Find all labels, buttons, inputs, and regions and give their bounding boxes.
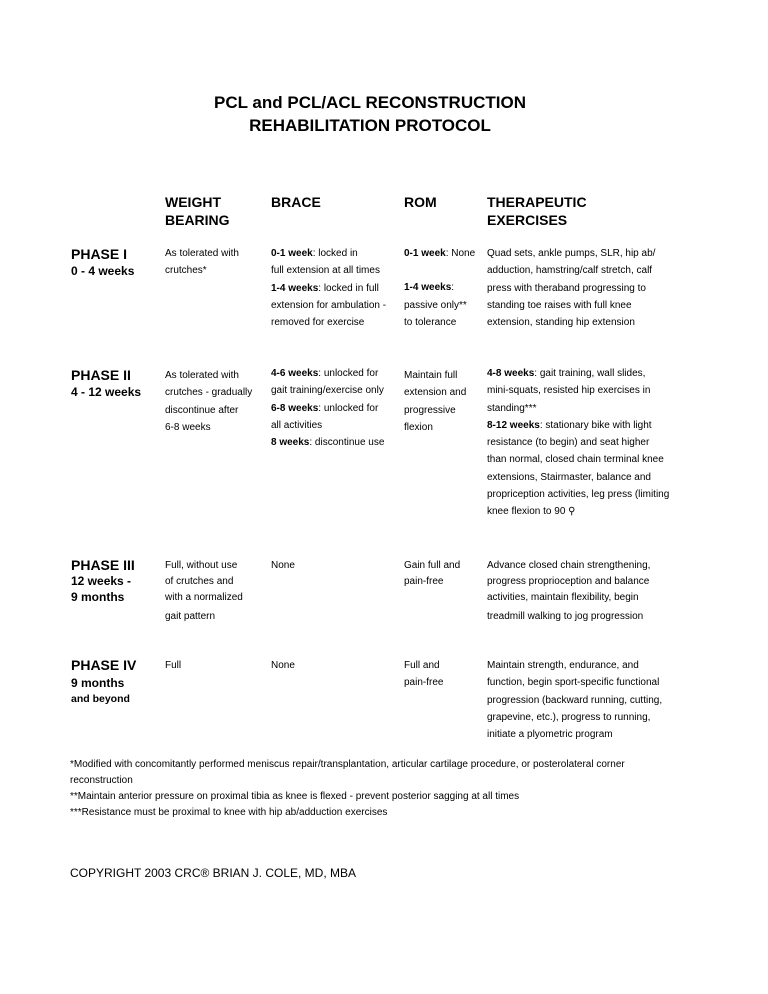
phase-2-weight-bearing: As tolerated with crutches - gradually discontinue after 6-8 weeks bbox=[165, 370, 253, 433]
column-header-therapeutic-exercises: THERAPEUTIC EXERCISES bbox=[487, 194, 587, 228]
phase-2-brace: 4-6 weeks: unlocked for gait training/exercise only 6-8 weeks: unlocked for all activities 8 weeks: discontinue use bbox=[271, 368, 385, 449]
footnote-1: *Modified with concomitantly performed meniscus repair/transplantation, articular cartilage procedure, or posterolateral corner bbox=[70, 759, 625, 770]
phase-3-weight-bearing: Full, without use of crutches and with a normalized gait pattern bbox=[165, 560, 243, 622]
phase-3-title: PHASE III bbox=[71, 557, 135, 573]
phase-2-exercises: 4-8 weeks: gait training, wall slides, mini-squats, resisted hip exercises in standing*** 8-12 weeks: stationary bike with light resistance (to begin) and seat higher than normal, closed chain terminal knee extensions, Stairmaster, balance and propriception activities, leg press (limiting knee flexion to 90 ⚲ bbox=[487, 368, 670, 518]
page-title-line-2: REHABILITATION PROTOCOL bbox=[249, 116, 491, 135]
footnote-1-continued: reconstruction bbox=[70, 775, 133, 786]
phase-3-rom: Gain full and pain-free bbox=[404, 560, 461, 587]
phase-4-brace: None bbox=[271, 660, 295, 671]
phase-4-exercises: Maintain strength, endurance, and function, begin sport-specific functional progression (backward running, cutting, grapevine, etc.), progress to running, initiate a plyometric program bbox=[487, 660, 663, 741]
phase-4-title: PHASE IV bbox=[71, 657, 137, 673]
column-header-brace: BRACE bbox=[271, 194, 321, 210]
footnote-2: **Maintain anterior pressure on proximal tibia as knee is flexed - prevent posterior sagging at all times bbox=[70, 791, 520, 802]
phase-3-exercises: Advance closed chain strengthening, progress proprioception and balance activities, maintain flexibility, begin treadmill walking to jog progression bbox=[487, 560, 651, 622]
copyright-notice: COPYRIGHT 2003 CRC® BRIAN J. COLE, MD, MBA bbox=[70, 866, 357, 880]
phase-3-range: 12 weeks - 9 months bbox=[71, 574, 132, 604]
phase-1-exercises: Quad sets, ankle pumps, SLR, hip ab/ adduction, hamstring/calf stretch, calf press with theraband progressing to standing toe raises with full knee extension, standing hip extension bbox=[487, 248, 656, 329]
footnote-3: ***Resistance must be proximal to knee with hip ab/adduction exercises bbox=[70, 807, 388, 818]
phase-1-range: 0 - 4 weeks bbox=[71, 264, 135, 278]
phase-4-weight-bearing: Full bbox=[165, 660, 182, 671]
phase-2-range: 4 - 12 weeks bbox=[71, 385, 142, 399]
phase-1-rom: 0-1 week: None 1-4 weeks: passive only** to tolerance bbox=[404, 248, 476, 328]
phase-4-rom: Full and pain-free bbox=[404, 660, 444, 689]
page-title-line-1: PCL and PCL/ACL RECONSTRUCTION bbox=[214, 93, 526, 112]
column-header-weight-bearing: WEIGHT BEARING bbox=[165, 194, 230, 228]
phase-1-weight-bearing: As tolerated with crutches* bbox=[165, 248, 239, 277]
phase-2-title: PHASE II bbox=[71, 367, 131, 383]
phase-4-range: 9 months and beyond bbox=[71, 676, 130, 705]
column-header-rom: ROM bbox=[404, 194, 437, 210]
phase-1-title: PHASE I bbox=[71, 246, 128, 262]
phase-2-rom: Maintain full extension and progressive flexion bbox=[404, 370, 467, 433]
phase-1-brace: 0-1 week: locked in full extension at all times 1-4 weeks: locked in full extension for ambulation - removed for exercise bbox=[271, 248, 387, 329]
phase-3-brace: None bbox=[271, 560, 295, 571]
